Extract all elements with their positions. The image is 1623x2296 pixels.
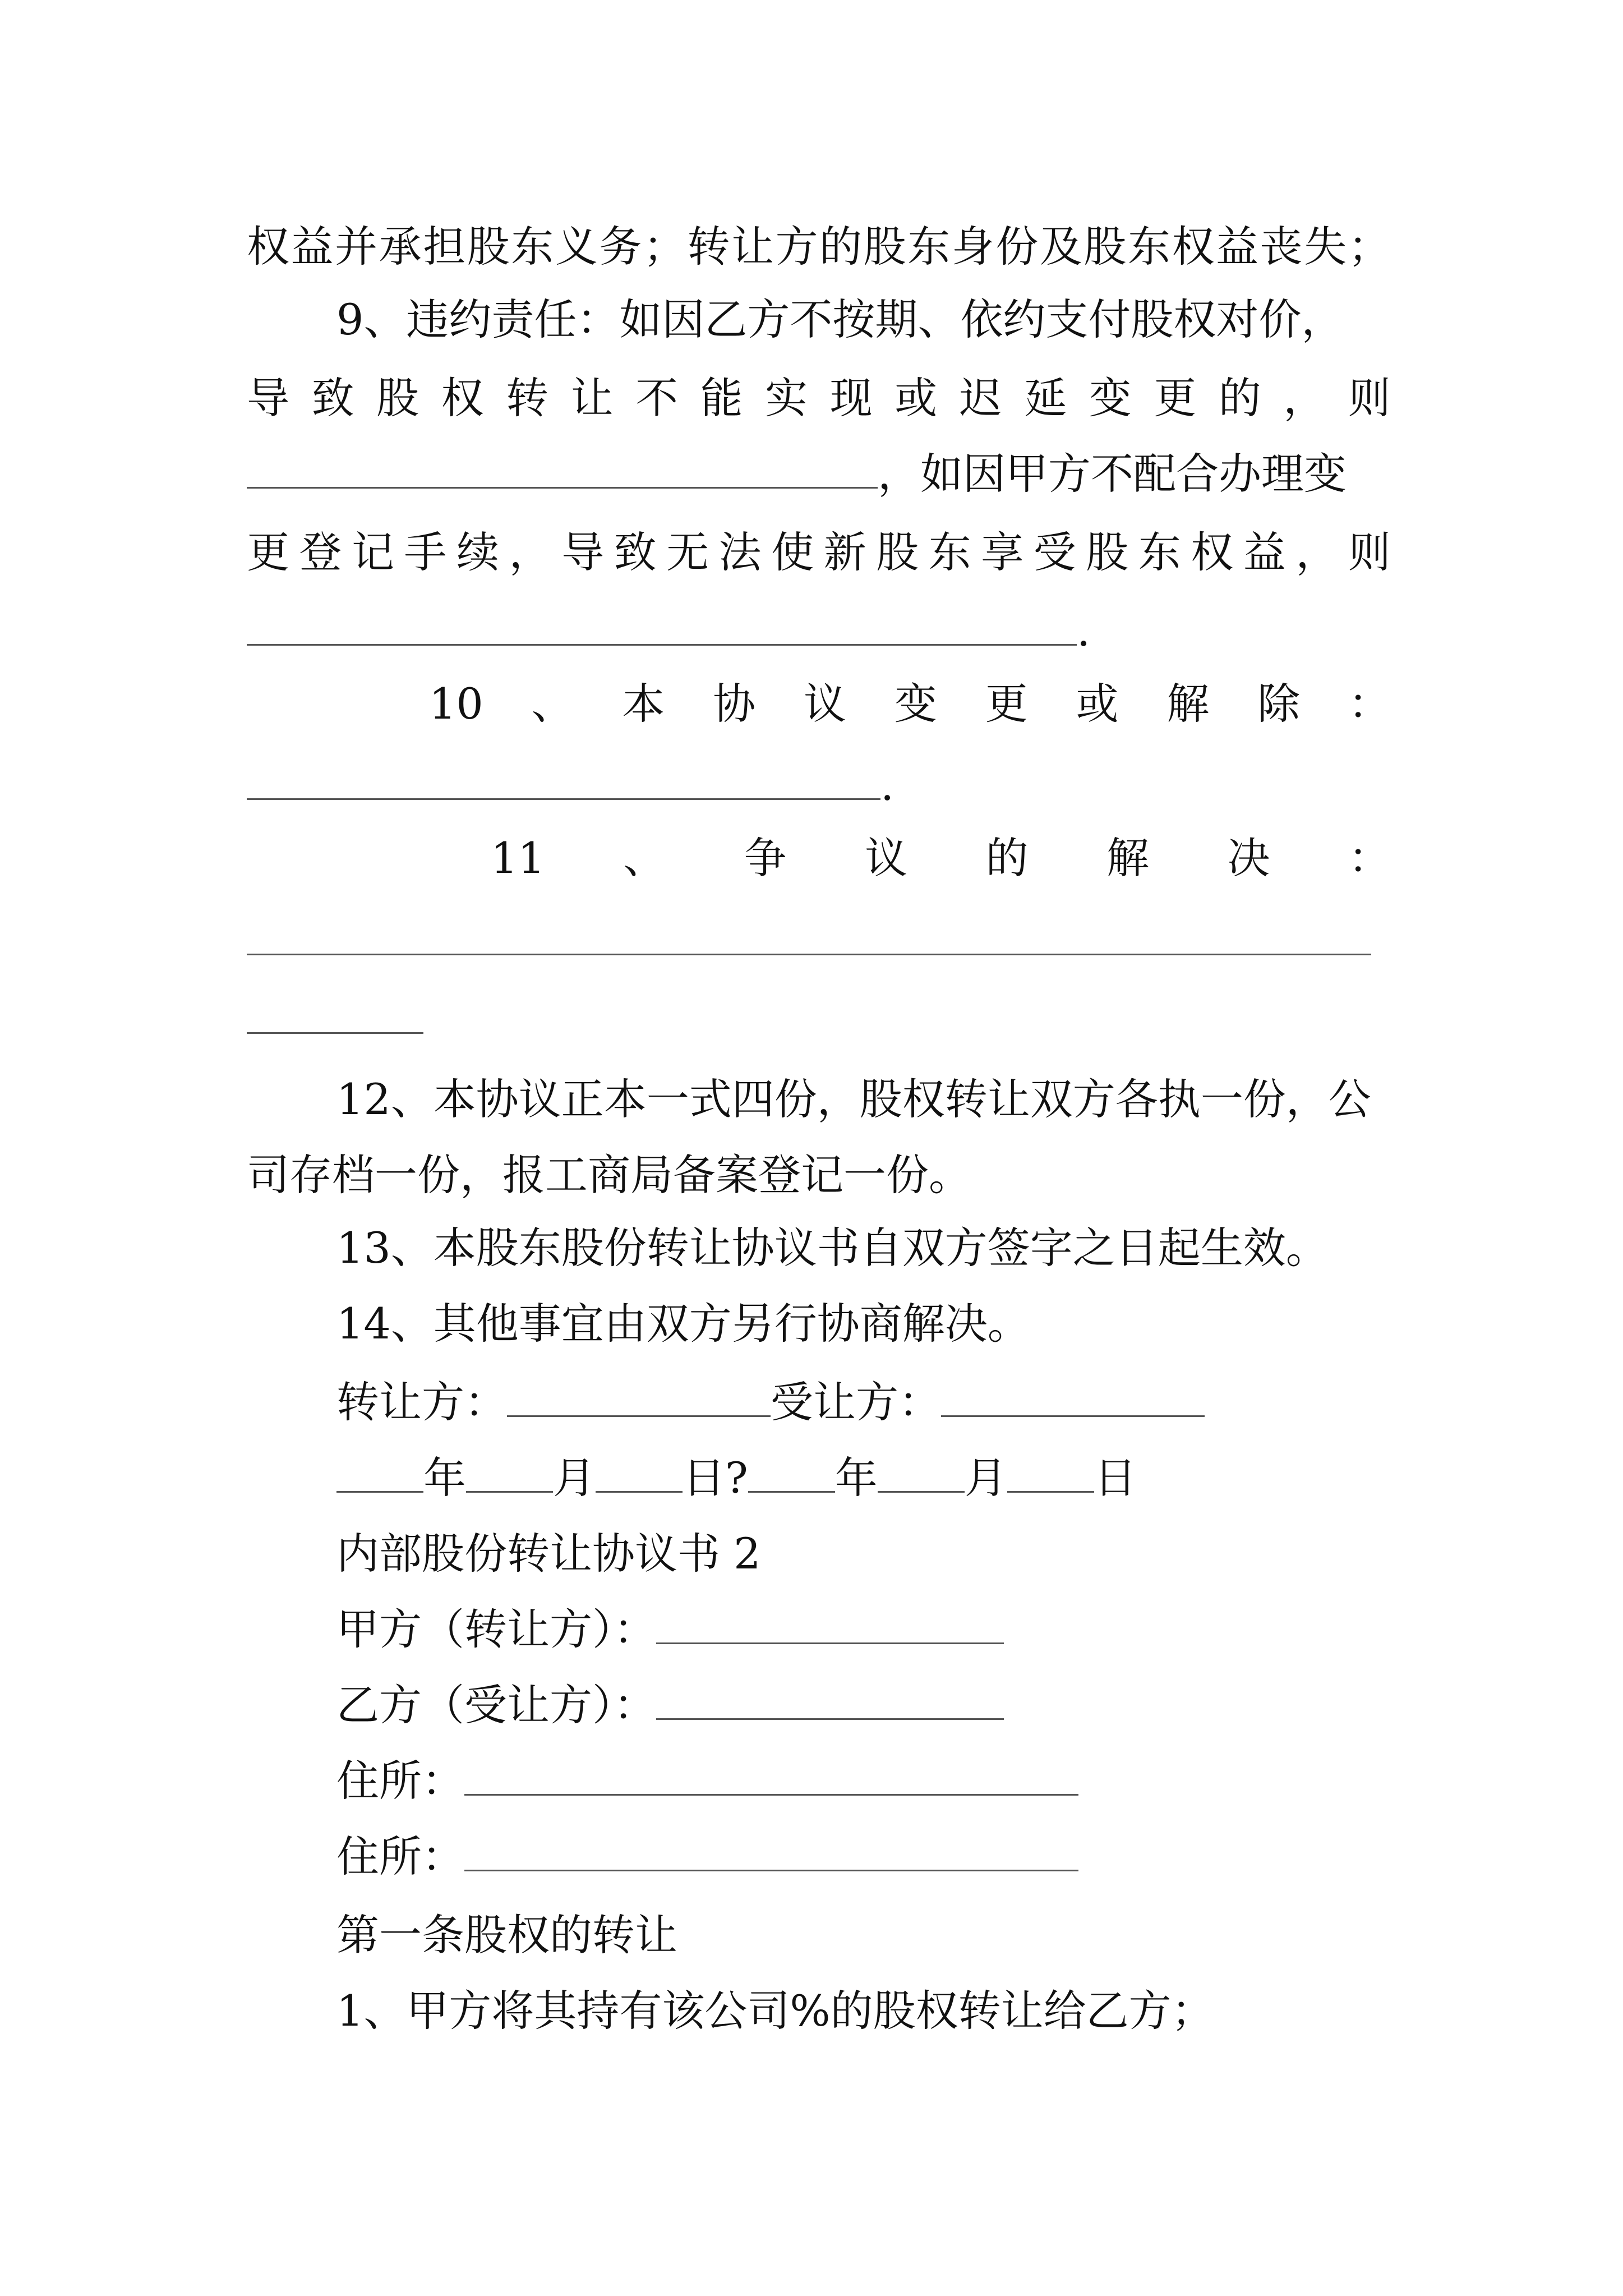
- article-1-heading: 第一条股权的转让: [336, 1910, 677, 1960]
- text-glyph: 手: [404, 527, 447, 577]
- text-glyph: 则: [1348, 373, 1391, 423]
- address-line-2: [336, 1823, 1391, 1890]
- text-glyph: 或: [895, 373, 938, 423]
- party-a-field[interactable]: [656, 1600, 1004, 1644]
- text-glyph: 本: [622, 679, 665, 729]
- text-glyph: 解: [1166, 679, 1210, 729]
- text-glyph: 使: [771, 527, 814, 577]
- text-glyph: ；: [643, 222, 686, 272]
- text-glyph: 的: [985, 833, 1029, 883]
- text-fragment: ，如因甲方不配合办理变: [878, 449, 1347, 499]
- clause-13-effective: 13、本股东股份转让协议书自双方签字之日起生效。: [336, 1223, 1329, 1273]
- text-glyph: 变: [894, 679, 937, 729]
- text-glyph: 及: [1039, 222, 1082, 272]
- text-glyph: 协: [713, 679, 756, 729]
- text-glyph: 不: [635, 373, 679, 423]
- text-glyph: 现: [829, 373, 873, 423]
- text-glyph: 义: [555, 222, 598, 272]
- text-glyph: 让: [570, 373, 614, 423]
- text-glyph: 股: [876, 527, 919, 577]
- text-glyph: 迟: [959, 373, 1002, 423]
- day-field-2[interactable]: [1007, 1448, 1094, 1493]
- text-glyph: 能: [700, 373, 743, 423]
- text-glyph: 股: [863, 222, 906, 272]
- year-label-2: 年: [834, 1453, 878, 1503]
- text-glyph: 益: [1216, 222, 1259, 272]
- transferee-label: 受让方：: [771, 1377, 941, 1427]
- text-glyph: ，: [1283, 373, 1326, 423]
- text-glyph: 并: [335, 222, 378, 272]
- text-glyph: 享: [981, 527, 1024, 577]
- text-glyph: 益: [1243, 527, 1286, 577]
- text-glyph: 导: [561, 527, 605, 577]
- text-glyph: 决: [1227, 833, 1270, 883]
- blank-field[interactable]: [247, 601, 1077, 646]
- address-label-2: 住所：: [336, 1832, 464, 1881]
- text-glyph: 丧: [1260, 222, 1303, 272]
- text-glyph: 登: [299, 527, 342, 577]
- text-glyph: 11: [491, 833, 545, 883]
- text-glyph: 解: [1106, 833, 1150, 883]
- text-glyph: 导: [247, 373, 289, 423]
- party-a-label: 甲方（转让方）：: [336, 1604, 656, 1654]
- transferor-field[interactable]: [507, 1373, 771, 1417]
- text-line-registration: [247, 519, 1391, 586]
- month-label-2: 月: [964, 1453, 1007, 1503]
- text-glyph: 续: [457, 527, 500, 577]
- address-line-1: [336, 1747, 1391, 1815]
- text-glyph: 失: [1304, 222, 1347, 272]
- text-glyph: 股: [467, 222, 510, 272]
- text-glyph: 权: [1191, 527, 1234, 577]
- text-glyph: 转: [506, 373, 549, 423]
- text-glyph: 务: [599, 222, 642, 272]
- text-glyph: 股: [1086, 527, 1129, 577]
- text-glyph: 10: [429, 679, 483, 729]
- clause-11-dispute-resolution: [491, 825, 1391, 892]
- text-glyph: 让: [731, 222, 774, 272]
- period: .: [1077, 606, 1091, 656]
- party-b-label: 乙方（受让方）：: [336, 1680, 656, 1730]
- text-glyph: 股: [376, 373, 419, 423]
- text-line-party-a-noncooperation: [247, 440, 1391, 508]
- text-glyph: ：: [1348, 679, 1391, 729]
- transferor-label: 转让方：: [336, 1377, 507, 1427]
- party-a-line: [336, 1596, 1391, 1663]
- day-field[interactable]: [596, 1448, 683, 1493]
- year-label: 年: [423, 1453, 466, 1503]
- transferee-field[interactable]: [941, 1373, 1205, 1417]
- text-glyph: 无: [666, 527, 709, 577]
- text-glyph: 更: [1154, 373, 1197, 423]
- text-glyph: 东: [1127, 222, 1170, 272]
- date-line: [336, 1444, 1391, 1512]
- text-glyph: 实: [765, 373, 808, 423]
- blank-line-penalty: [247, 597, 1391, 665]
- text-glyph: 东: [511, 222, 554, 272]
- party-b-field[interactable]: [656, 1676, 1004, 1720]
- text-glyph: ，: [509, 527, 552, 577]
- document-2-title: 内部股份转让协议书 2: [336, 1529, 761, 1579]
- text-glyph: 东: [928, 527, 971, 577]
- year-field[interactable]: [336, 1448, 423, 1493]
- article-1-item-1: 1、甲方将其持有该公司%的股权转让给乙方；: [336, 1986, 1214, 2036]
- text-glyph: 致: [311, 373, 354, 423]
- year-field-2[interactable]: [748, 1448, 835, 1493]
- day-label: 日?: [683, 1453, 748, 1503]
- month-field-2[interactable]: [878, 1448, 965, 1493]
- text-glyph: 承: [379, 222, 422, 272]
- text-glyph: 更: [247, 527, 289, 577]
- month-field[interactable]: [466, 1448, 553, 1493]
- signature-line: [336, 1369, 1391, 1436]
- text-glyph: 东: [1138, 527, 1181, 577]
- text-glyph: 新: [823, 527, 866, 577]
- text-glyph: 除: [1257, 679, 1301, 729]
- text-glyph: 则: [1348, 527, 1391, 577]
- address-label-1: 住所：: [336, 1756, 464, 1806]
- blank-field[interactable]: [247, 444, 878, 489]
- text-glyph: 权: [441, 373, 484, 423]
- text-glyph: ：: [1348, 833, 1391, 883]
- address-field-1[interactable]: [464, 1751, 1078, 1796]
- text-glyph: 份: [995, 222, 1039, 272]
- blank-rule-long[interactable]: [247, 954, 1371, 955]
- day-label-2: 日: [1094, 1453, 1137, 1503]
- text-glyph: 股: [1083, 222, 1127, 272]
- text-glyph: 争: [744, 833, 787, 883]
- text-glyph: 或: [1076, 679, 1119, 729]
- blank-line-clause-10: [247, 752, 1391, 819]
- period: .: [880, 760, 895, 810]
- text-glyph: 东: [907, 222, 951, 272]
- text-glyph: 延: [1024, 373, 1067, 423]
- address-field-2[interactable]: [464, 1827, 1078, 1871]
- text-glyph: ；: [1348, 222, 1391, 272]
- text-glyph: 致: [614, 527, 657, 577]
- text-glyph: 记: [352, 527, 395, 577]
- text-glyph: ，: [1295, 527, 1339, 577]
- text-glyph: 身: [951, 222, 994, 272]
- text-glyph: 担: [423, 222, 466, 272]
- text-glyph: 受: [1033, 527, 1076, 577]
- clause-9-breach-liability: 9、违约责任：如因乙方不按期、依约支付股权对价，: [336, 295, 1344, 344]
- month-label: 月: [553, 1453, 596, 1503]
- text-line-rights-lost: [247, 213, 1391, 280]
- text-glyph: 议: [804, 679, 847, 729]
- clause-12-copies-cont: 司存档一份，报工商局备案登记一份。: [247, 1150, 971, 1200]
- text-glyph: 的: [819, 222, 863, 272]
- text-glyph: 、: [623, 833, 666, 883]
- text-glyph: 益: [291, 222, 334, 272]
- clause-14-other-matters: 14、其他事宜由双方另行协商解决。: [336, 1299, 1030, 1349]
- text-glyph: 权: [247, 222, 289, 272]
- text-glyph: 议: [865, 833, 908, 883]
- text-glyph: 变: [1089, 373, 1132, 423]
- clause-12-copies: 12、本协议正本一式四份，股权转让双方各执一份，公: [336, 1074, 1371, 1124]
- text-glyph: 更: [985, 679, 1028, 729]
- text-glyph: 权: [1172, 222, 1215, 272]
- text-glyph: 转: [687, 222, 730, 272]
- text-glyph: 、: [531, 679, 574, 729]
- blank-field[interactable]: [247, 756, 880, 800]
- text-glyph: 法: [718, 527, 762, 577]
- party-b-line: [336, 1672, 1391, 1739]
- clause-10-amend-terminate: [429, 670, 1391, 738]
- text-glyph: 的: [1218, 373, 1261, 423]
- text-line-transfer-delay: [247, 365, 1391, 432]
- blank-rule-short[interactable]: [247, 1032, 423, 1034]
- text-glyph: 方: [775, 222, 818, 272]
